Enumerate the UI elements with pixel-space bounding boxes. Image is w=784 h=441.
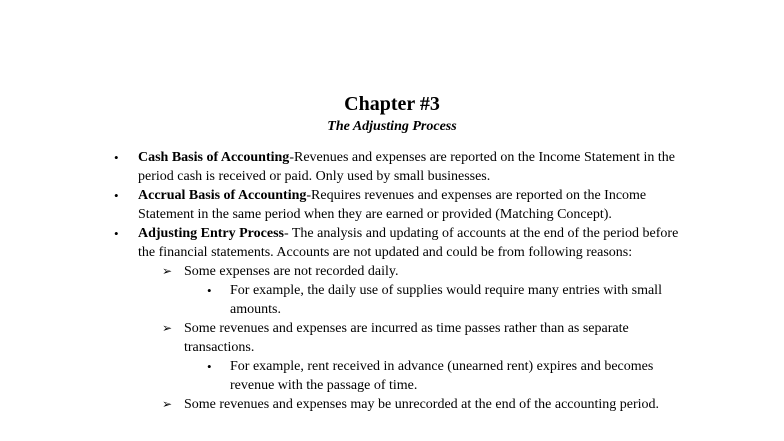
arrow-bullet-icon: ➢ [162,264,173,278]
example-text: For example, the daily use of supplies would require many entries with small amounts. [230,283,662,317]
term-adjusting-entry: Adjusting Entry Process [138,226,284,241]
page-subtitle: The Adjusting Process [327,119,457,134]
arrow-bullet-icon: ➢ [162,397,173,411]
bullet-icon: • [114,188,119,203]
page-title: Chapter #3 [344,93,440,115]
reason-text: Some revenues and expenses may be unrecorded at the end of the accounting period. [184,397,660,412]
definition-accrual-basis: -Requires revenues and expenses are reported on the Income Statement in the same period when they are earned or provided (Matching Concept). [138,188,647,222]
reason-text: Some revenues and expenses are incurred as time passes rather than as separate transactions. [184,321,629,355]
bullet-icon: • [114,150,119,165]
arrow-bullet-icon: ➢ [162,321,173,335]
example-item [0,281,684,319]
term-accrual-basis: Accrual Basis of Accounting [138,188,307,203]
reason-item [0,395,684,414]
example-text: For example, rent received in advance (unearned rent) expires and becomes revenue with the passage of time. [230,359,654,393]
bullet-icon: • [207,283,212,298]
reason-text: Some expenses are not recorded daily. [184,264,399,279]
definition-cash-basis: -Revenues and expenses are reported on the Income Statement in the period cash is received or paid. Only used by small businesses. [138,150,675,184]
bullet-icon: • [114,226,119,241]
example-item [0,357,684,395]
reason-item [0,262,684,281]
term-cash-basis: Cash Basis of Accounting [138,150,290,165]
reason-item [0,319,684,357]
list-item-adjusting-entry [0,224,698,262]
list-item-cash-basis [0,148,698,186]
list-item-accrual-basis [0,186,698,224]
definition-adjusting-entry: - The analysis and updating of accounts at the end of the period before the financial statements. Accounts are not updated and could be from following reasons: [138,226,679,260]
document-body [0,148,784,414]
bullet-icon: • [207,359,212,374]
